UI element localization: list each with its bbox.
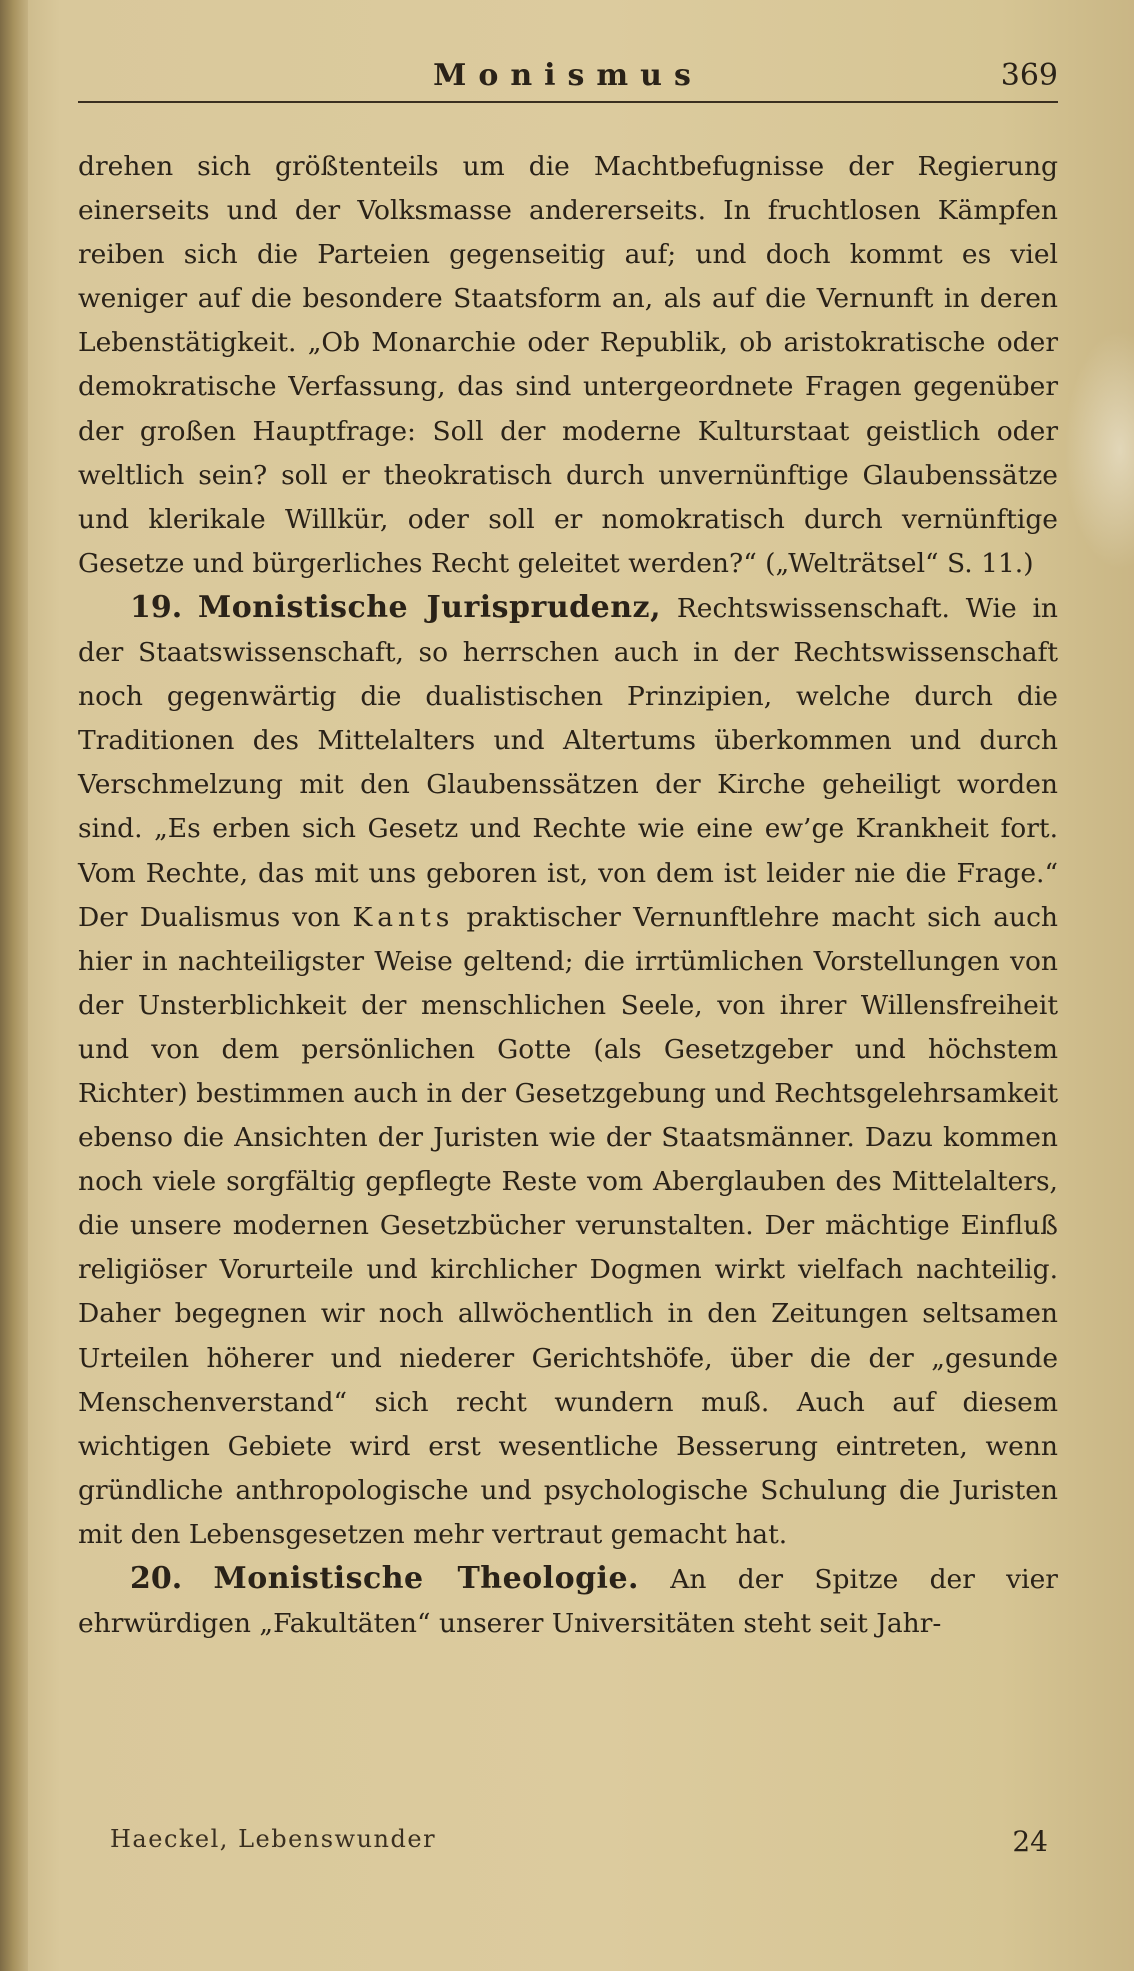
section-19-title: Monistische Jurisprudenz, bbox=[198, 589, 662, 625]
page-body bbox=[78, 145, 1058, 1646]
section-20-title: Monistische Theologie. bbox=[213, 1561, 639, 1596]
section-19-text-a: Rechtswissenschaft. Wie in der Staatswissenschaft, so herrschen auch in der Rechtswissenschaft noch gegenwärtig die dualistischen Prinzipien, welche durch die Traditionen des Mittelalters und Altertums überkommen und durch Verschmelzung mit den Glaubenssätzen der Kirche geheiligt worden sind. „Es erben sich Gesetz und Rechte wie eine ew’ge Krankheit fort. Vom Rechte, das mit uns geboren ist, von dem ist leider nie die Frage.“ Der Dualismus von bbox=[78, 592, 1058, 933]
section-20 bbox=[78, 1557, 1058, 1646]
section-20-text: An der Spitze der vier ehrwürdigen „Fakultäten“ unserer Universitäten steht seit Jahr- bbox=[78, 1564, 1058, 1640]
name-kant: Kants bbox=[352, 901, 455, 933]
page-footer bbox=[78, 1825, 1058, 1865]
section-20-number: 20. bbox=[130, 1561, 183, 1596]
section-19 bbox=[78, 586, 1058, 1557]
header-rule bbox=[78, 101, 1058, 103]
paper-stain bbox=[1064, 330, 1134, 570]
book-spine-edge bbox=[0, 0, 28, 1971]
section-19-text-b: praktischer Vernunftlehre macht sich auch hier in nachteiligster Weise geltend; die irrtümlichen Vorstellungen von der Unsterblichkeit der menschlichen Seele, von ihrer Willensfreiheit und von dem persönlichen Gotte (als Gesetzgeber und höchstem Richter) bestimmen auch in der Gesetzgebung und Rechtsgelehrsamkeit ebenso die Ansichten der Juristen wie der Staatsmänner. Dazu kommen noch viele sorgfältig gepflegte Reste vom Aberglauben des Mittelalters, die unsere modernen Gesetzbücher verunstalten. Der mächtige Einfluß religiöser Vorurteile und kirchlicher Dogmen wirkt vielfach nachteilig. Daher begegnen wir noch allwöchentlich in den Zeitungen seltsamen Urteilen höherer und niederer Gerichtshöfe, über die der „gesunde Menschenverstand“ sich recht wundern muß. Auch auf diesem wichtigen Gebiete wird erst wesentliche Besserung eintreten, wenn gründliche anthropologische und psychologische Schulung die Juristen mit den Lebensgesetzen mehr vertraut gemacht hat. bbox=[78, 901, 1058, 1550]
sheet-number: 24 bbox=[1012, 1825, 1048, 1858]
section-19-number: 19. bbox=[130, 589, 183, 625]
page-number: 369 bbox=[1000, 58, 1058, 93]
paragraph-continuation: drehen sich größtenteils um die Machtbefugnisse der Regierung einerseits und der Volksmasse andererseits. In fruchtlosen Kämpfen reiben sich die Parteien gegenseitig auf; und doch kommt es viel weniger auf die besondere Staatsform an, als auf die Vernunft in deren Lebenstätigkeit. „Ob Monarchie oder Republik, ob aristokratische oder demokratische Verfassung, das sind untergeordnete Fragen gegenüber der großen Hauptfrage: Soll der moderne Kulturstaat geistlich oder weltlich sein? soll er theokratisch durch unvernünftige Glaubenssätze und klerikale Willkür, oder soll er nomokratisch durch vernünftige Gesetze und bürgerliches Recht geleitet werden?“ („Welträtsel“ S. 11.) bbox=[78, 151, 1058, 579]
running-head-title: Monismus bbox=[433, 58, 703, 93]
signature-mark: Haeckel, Lebenswunder bbox=[110, 1825, 437, 1853]
